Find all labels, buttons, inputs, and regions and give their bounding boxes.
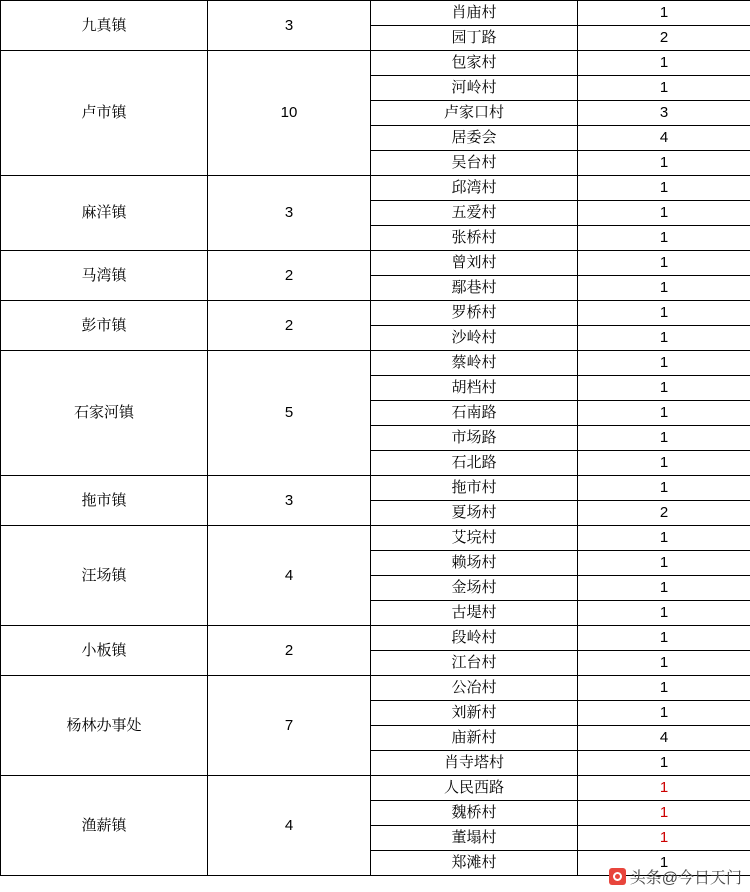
place-count-cell: 1 [578,451,750,476]
place-cell: 邱湾村 [371,176,578,201]
town-count-cell: 2 [208,301,371,351]
place-cell: 居委会 [371,126,578,151]
place-count-cell: 1 [578,1,750,26]
place-cell: 赖场村 [371,551,578,576]
place-count-cell: 1 [578,301,750,326]
place-count-cell: 1 [578,251,750,276]
town-count-cell: 10 [208,51,371,176]
table-row [1,351,750,376]
place-count-cell: 1 [578,476,750,501]
place-cell: 江台村 [371,651,578,676]
watermark-text: 头条@今日天门 [629,870,742,887]
town-cell: 卢市镇 [1,51,208,176]
table-row [1,1,750,26]
place-count-cell: 1 [578,676,750,701]
place-cell: 段岭村 [371,626,578,651]
place-cell: 夏场村 [371,501,578,526]
table-row [1,51,750,76]
town-cell: 拖市镇 [1,476,208,526]
place-count-cell: 4 [578,126,750,151]
place-count-cell: 1 [578,526,750,551]
place-cell: 公冶村 [371,676,578,701]
place-cell: 古堤村 [371,601,578,626]
town-cell: 石家河镇 [1,351,208,476]
town-count-cell: 4 [208,776,371,876]
place-cell: 肖庙村 [371,1,578,26]
place-cell: 沙岭村 [371,326,578,351]
place-cell: 鄢巷村 [371,276,578,301]
place-cell: 卢家口村 [371,101,578,126]
place-count-cell: 1 [578,76,750,101]
place-cell: 吴台村 [371,151,578,176]
table-row [1,251,750,276]
place-cell: 庙新村 [371,726,578,751]
town-count-cell: 3 [208,176,371,251]
place-count-cell: 1 [578,276,750,301]
place-count-cell: 1 [578,551,750,576]
table-row [1,301,750,326]
place-cell: 刘新村 [371,701,578,726]
place-count-cell: 1 [578,51,750,76]
town-cell: 渔薪镇 [1,776,208,876]
place-count-cell: 1 [578,376,750,401]
table-row [1,626,750,651]
table-row [1,176,750,201]
place-count-cell: 1 [578,226,750,251]
town-count-cell: 5 [208,351,371,476]
place-count-cell: 1 [578,626,750,651]
place-cell: 胡档村 [371,376,578,401]
place-count-cell: 2 [578,501,750,526]
town-cell: 彭市镇 [1,301,208,351]
place-count-cell: 1 [578,401,750,426]
place-count-cell: 1 [578,651,750,676]
town-cell: 汪场镇 [1,526,208,626]
place-count-cell: 1 [578,751,750,776]
place-cell: 园丁路 [371,26,578,51]
town-count-cell: 4 [208,526,371,626]
town-cell: 麻洋镇 [1,176,208,251]
town-count-cell: 3 [208,476,371,526]
place-cell: 石北路 [371,451,578,476]
place-cell: 拖市村 [371,476,578,501]
place-count-cell: 1 [578,801,750,826]
table-row [1,476,750,501]
place-cell: 五爱村 [371,201,578,226]
town-count-cell: 3 [208,1,371,51]
place-cell: 罗桥村 [371,301,578,326]
table-body [1,1,750,876]
table-row [1,526,750,551]
place-count-cell: 1 [578,151,750,176]
place-count-cell: 1 [578,851,750,876]
place-cell: 河岭村 [371,76,578,101]
place-count-cell: 1 [578,826,750,851]
place-cell: 艾垸村 [371,526,578,551]
place-cell: 金场村 [371,576,578,601]
place-count-cell: 1 [578,351,750,376]
place-count-cell: 1 [578,776,750,801]
place-cell: 董塌村 [371,826,578,851]
place-count-cell: 1 [578,601,750,626]
place-count-cell: 1 [578,201,750,226]
place-count-cell: 1 [578,326,750,351]
place-cell: 郑滩村 [371,851,578,876]
town-count-cell: 2 [208,626,371,676]
place-count-cell: 2 [578,26,750,51]
town-cell: 小板镇 [1,626,208,676]
town-count-cell: 2 [208,251,371,301]
town-cell: 九真镇 [1,1,208,51]
place-cell: 张桥村 [371,226,578,251]
place-cell: 蔡岭村 [371,351,578,376]
place-count-cell: 3 [578,101,750,126]
town-count-cell: 7 [208,676,371,776]
town-cell: 马湾镇 [1,251,208,301]
place-count-cell: 1 [578,426,750,451]
place-cell: 魏桥村 [371,801,578,826]
town-cell: 杨林办事处 [1,676,208,776]
place-cell: 市场路 [371,426,578,451]
table-row [1,776,750,801]
place-cell: 石南路 [371,401,578,426]
place-cell: 人民西路 [371,776,578,801]
place-count-cell: 1 [578,576,750,601]
table-row [1,676,750,701]
place-cell: 包家村 [371,51,578,76]
place-count-cell: 1 [578,176,750,201]
place-count-cell: 1 [578,701,750,726]
place-cell: 肖寺塔村 [371,751,578,776]
place-count-cell: 4 [578,726,750,751]
place-cell: 曾刘村 [371,251,578,276]
